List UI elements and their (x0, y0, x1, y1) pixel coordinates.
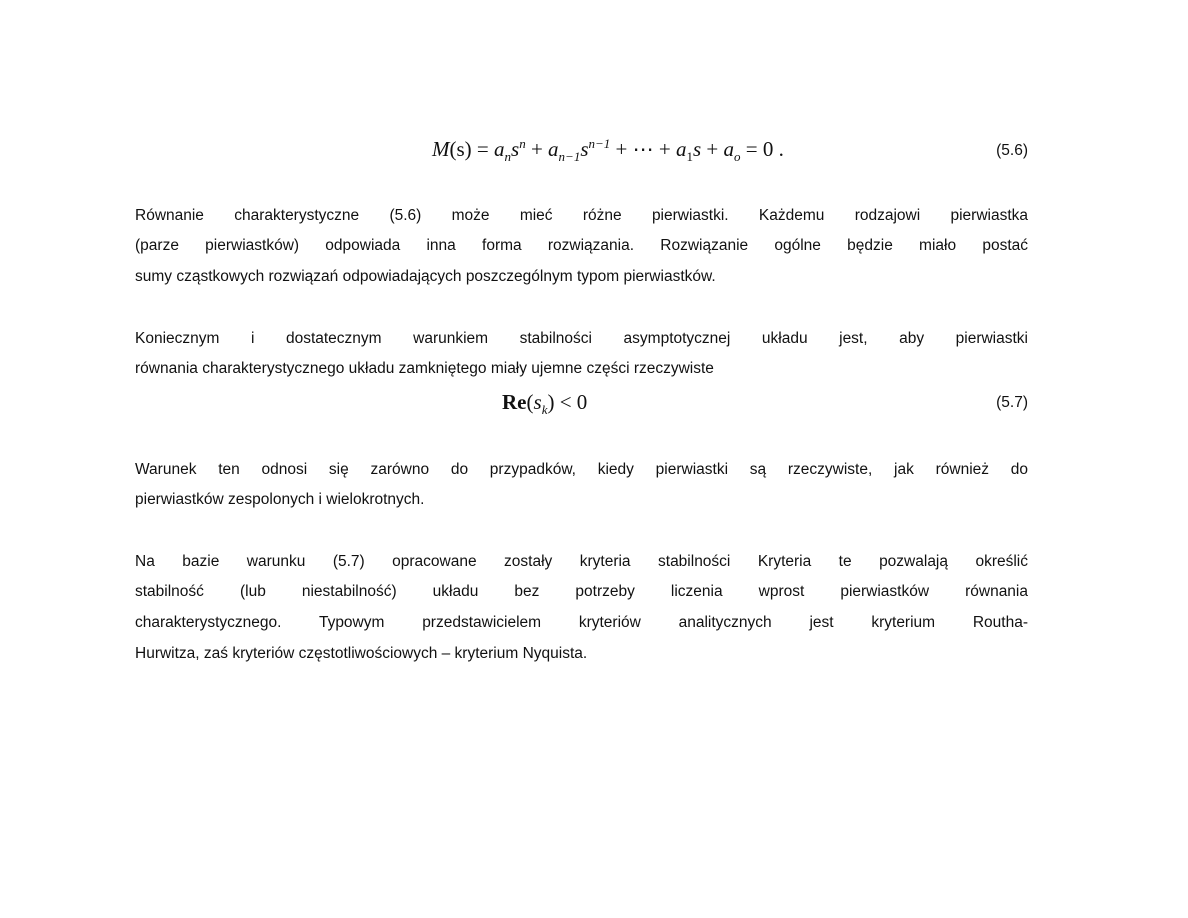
eq-sub: n−1 (558, 149, 581, 165)
eq-term: = 0 . (740, 137, 784, 161)
paragraph-line: Koniecznym i dostatecznym warunkiem stabilności asymptotycznej układu jest, aby pierwiastki (135, 330, 1028, 347)
paragraph-line: Hurwitza, zaś kryteriów częstotliwościowych – kryterium Nyquista. (135, 645, 588, 662)
equation-5-6 (432, 136, 784, 165)
eq-term: s (692, 137, 702, 161)
paragraph-line: równania charakterystycznego układu zamkniętego miały ujemne części rzeczywiste (135, 360, 714, 377)
eq-term: Re (502, 390, 527, 414)
paragraph-line: sumy cząstkowych rozwiązań odpowiadających poszczególnym typom pierwiastków. (135, 268, 716, 285)
equation-number: (5.6) (996, 142, 1028, 159)
paragraph-line: Na bazie warunku (5.7) opracowane zostały kryteria stabilności Kryteria te pozwalają określić (135, 553, 1028, 570)
eq-term: (s) (449, 137, 472, 161)
paragraph-line: charakterystycznego. Typowym przedstawicielem kryteriów analitycznych jest kryterium Routha- (135, 614, 1028, 631)
eq-term: s (511, 137, 520, 161)
eq-term: + (653, 137, 676, 161)
eq-term: ) (547, 390, 555, 414)
eq-sub: o (734, 149, 741, 165)
eq-term: = (471, 137, 495, 161)
paragraph-line: stabilność (lub niestabilność) układu bez potrzeby liczenia wprost pierwiastków równania (135, 583, 1028, 600)
paragraph-line: pierwiastków zespolonych i wielokrotnych. (135, 491, 425, 508)
eq-term: a (548, 137, 559, 161)
equation-5-7 (502, 390, 587, 418)
paragraph-line: Warunek ten odnosi się zarówno do przypadków, kiedy pierwiastki są rzeczywiste, jak również do (135, 461, 1028, 478)
eq-sub: 1 (686, 149, 693, 165)
eq-term: + (525, 137, 549, 161)
eq-term: + (610, 137, 633, 161)
eq-sub: k (541, 402, 548, 418)
eq-term: s (580, 137, 589, 161)
eq-term: a (494, 137, 505, 161)
eq-sup: n−1 (588, 136, 611, 151)
equation-number: (5.7) (996, 394, 1028, 411)
eq-term: ( (526, 390, 534, 414)
eq-term: + (701, 137, 724, 161)
eq-term: a (723, 137, 735, 161)
eq-term: s (533, 390, 542, 414)
eq-term: a (675, 137, 687, 161)
eq-term: < 0 (554, 390, 588, 414)
eq-term: ⋯ (632, 137, 654, 161)
paragraph-line: Równanie charakterystyczne (5.6) może mieć różne pierwiastki. Każdemu rodzajowi pierwiastka (135, 207, 1028, 224)
eq-sup: n (519, 136, 526, 151)
eq-term: M (432, 137, 450, 161)
eq-sub: n (504, 149, 512, 165)
paragraph-line: (parze pierwiastków) odpowiada inna forma rozwiązania. Rozwiązanie ogólne będzie miało postać (135, 237, 1028, 254)
